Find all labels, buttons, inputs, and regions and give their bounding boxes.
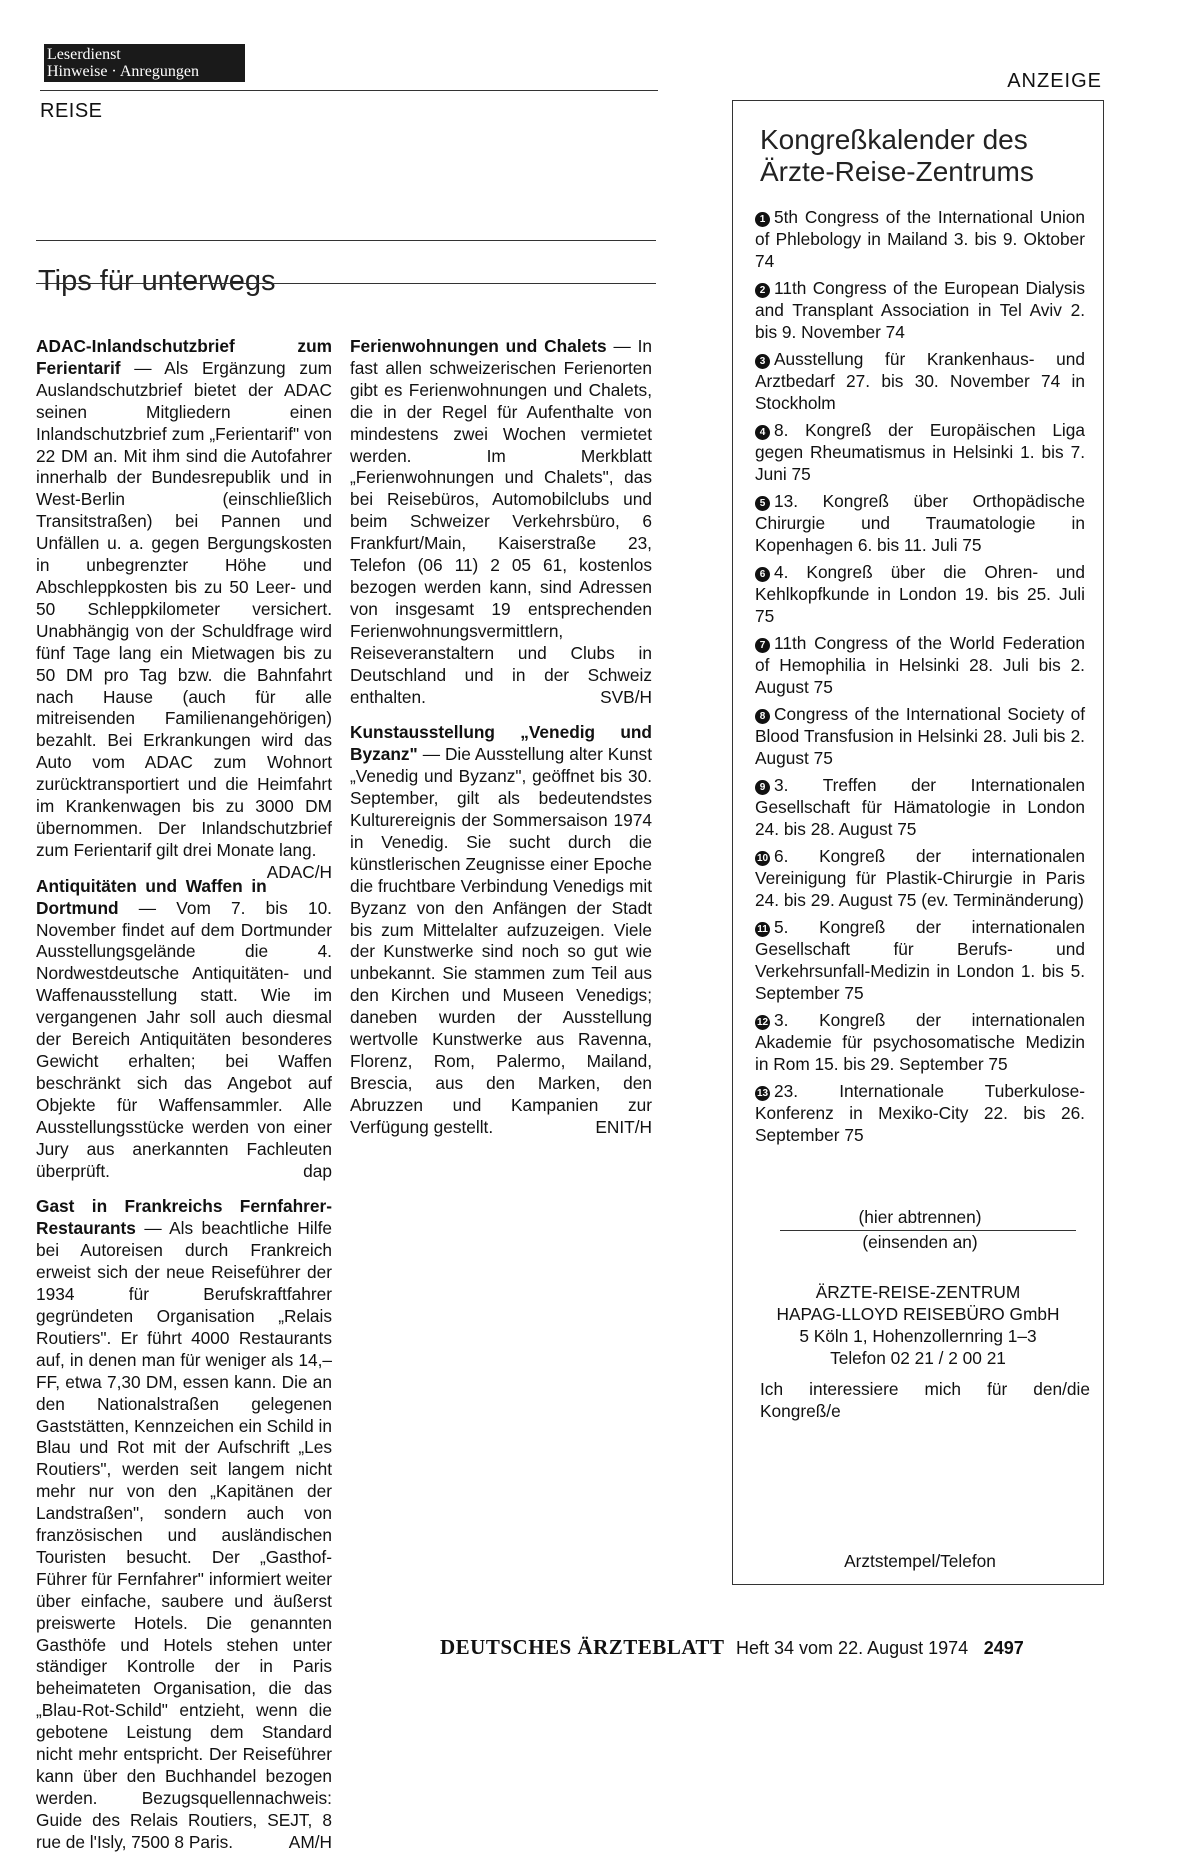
congress-item-text: 5. Kongreß der internationalen Gesellschaft für Berufs- und Verkehrsunfall-Medizin in London 1. bis 5. September 75: [755, 917, 1085, 1003]
article-title: ADAC-Inlandschutzbrief zum Ferientarif: [36, 336, 332, 378]
tag-line-2: Hinweise · Anregungen: [47, 63, 199, 80]
address-line-4: Telefon 02 21 / 2 00 21: [830, 1348, 1006, 1368]
congress-item-text: 23. Internationale Tuberkulose-Konferenz in Mexiko-City 22. bis 26. September 75: [755, 1081, 1085, 1145]
article-signature: ADAC/H: [266, 861, 332, 882]
item-number-badge: 7: [755, 638, 770, 653]
article-antiquitaeten: [36, 876, 332, 1183]
address-line-2: HAPAG-LLOYD REISEBÜRO GmbH: [776, 1304, 1060, 1324]
congress-item: [755, 561, 1085, 627]
item-number-badge: 13: [756, 1088, 769, 1099]
send-label: (einsenden an): [862, 1232, 978, 1252]
page-headline: Tips für unterwegs: [38, 265, 276, 297]
congress-item-text: 8. Kongreß der Europäischen Liga gegen Rheumatismus in Helsinki 1. bis 7. Juni 75: [755, 420, 1085, 484]
congress-item-text: 3. Treffen der Internationalen Gesellschaft für Hämatologie in London 24. bis 28. August 75: [755, 775, 1085, 839]
congress-item: [755, 845, 1085, 911]
congress-item: [755, 703, 1085, 769]
stamp-label: Arztstempel/Telefon: [844, 1551, 996, 1571]
address-line-3: 5 Köln 1, Hohenzollernring 1–3: [799, 1326, 1037, 1346]
congress-item-text: 3. Kongreß der internationalen Akademie für psychosomatische Medizin in Rom 15. bis 29. September 75: [755, 1010, 1085, 1074]
article-venedig: [350, 722, 652, 1138]
ad-title-line-2: Ärzte-Reise-Zentrums: [760, 156, 1034, 187]
article-title: Gast in Frankreichs Fernfahrer-Restaurants: [36, 1196, 332, 1239]
congress-item-text: 11th Congress of the European Dialysis and Transplant Association in Tel Aviv 2. bis 9. November 74: [755, 278, 1085, 342]
page-number: 2497: [983, 1638, 1024, 1658]
congress-item: [755, 206, 1085, 272]
item-number-badge: 2: [755, 283, 770, 298]
ad-title-line-1: Kongreßkalender des: [760, 124, 1028, 155]
congress-item: [755, 490, 1085, 556]
article-column-left: [36, 336, 332, 1868]
tag-line-1: Leserdienst: [47, 46, 121, 63]
congress-item-text: 11th Congress of the World Federation of Hemophilia in Helsinki 28. Juli bis 2. August 75: [755, 633, 1085, 697]
article-body: — Vom 7. bis 10. November findet auf dem Dortmunder Ausstellungsgelände die 4. Nordwestdeutsche Antiquitäten- und Waffenausstellung statt. Wie im vergangenen Jahr soll auch diesmal der Bereich Antiquitäten besonderes Gewicht erhalten; bei Waffen beschränkt sich das Angebot auf Objekte für Waffensammler. Alle Ausstellungsstücke werden von einer Jury aus anerkannten Fachleuten überprüft.: [36, 897, 332, 1181]
cut-line: [780, 1230, 1076, 1231]
item-number-badge: 8: [755, 709, 770, 724]
item-number-badge: 9: [755, 780, 770, 795]
article-body: — Als beachtliche Hilfe bei Autoreisen durch Frankreich erweist sich der neue Reiseführer der 1934 für Berufskraftfahrer gegründeten Organisation „Relais Routiers". Er führt 4000 Restaurants auf, in denen man für weniger als 14,– FF, etwa 7,30 DM, essen kann. Die an den Nationalstraßen gelegenen Gaststätten, Kennzeichen ein Schild in Blau und Rot mit der Aufschrift „Les Routiers", werden seit langem nicht mehr nur von den „Kapitänen der Landstraßen", sondern auch von französischen und ausländischen Touristen besucht. Der „Gasthof-Führer für Fernfahrer" informiert weiter über einfache, saubere und äußerst preiswerte Hotels. Die genannten Gasthöfe und Hotels stehen unter ständiger Kontrolle der in Paris beheimateten Organisation, die das „Blau-Rot-Schild" entzieht, wenn die gebotene Leistung dem Standard nicht mehr entspricht. Der Reiseführer kann über den Buchhandel bezogen werden. Bezugsquellennachweis: Guide des Relais Routiers, SEJT, 8 rue de l'Isly, 7500 8 Paris.: [36, 1218, 332, 1852]
congress-item-text: 6. Kongreß der internationalen Vereinigung für Plastik-Chirurgie in Paris 24. bis 29. August 75 (ev. Terminänderung): [755, 846, 1085, 910]
congress-item: [755, 1080, 1085, 1146]
congress-item: [755, 277, 1085, 343]
article-signature: dap: [303, 1160, 332, 1181]
article-title: Ferienwohnungen und Chalets: [350, 336, 607, 356]
congress-item-text: Congress of the International Society of Blood Transfusion in Helsinki 28. Juli bis 2. August 75: [755, 704, 1085, 768]
address-line-1: ÄRZTE-REISE-ZENTRUM: [815, 1282, 1021, 1302]
headline-rule-bottom: [36, 283, 656, 284]
congress-item-text: 13. Kongreß über Orthopädische Chirurgie und Traumatologie in Kopenhagen 6. bis 11. Juli 75: [755, 491, 1085, 555]
congress-item: [755, 632, 1085, 698]
headline-rule-top: [36, 240, 656, 241]
congress-item: [755, 348, 1085, 414]
item-number-badge: 5: [755, 496, 770, 511]
congress-item: [755, 419, 1085, 485]
item-number-badge: 1: [755, 212, 770, 227]
item-number-badge: 11: [755, 922, 770, 937]
article-body: — In fast allen schweizerischen Ferienorten gibt es Ferienwohnungen und Chalets, die in der Regel für Aufenthalte von mindestens zwei Wochen vermietet werden. Im Merkblatt „Ferienwohnungen und Chalets", das bei Reisebüros, Automobilclubs und beim Schweizer Verkehrsbüro, 6 Frankfurt/Main, Kaiserstraße 23, Telefon (06 11) 2 05 61, kostenlos bezogen werden kann, sind Adressen von insgesamt 19 entsprechenden Ferienwohnungsvermittlern, Reiseveranstaltern und Clubs in Deutschland und in der Schweiz enthalten.: [350, 336, 652, 707]
item-number-badge: 6: [755, 567, 770, 582]
ad-title: [760, 124, 1034, 188]
congress-item: [755, 774, 1085, 840]
article-gast-part-1: [36, 1196, 332, 1853]
article-body: — Die Ausstellung alter Kunst „Venedig und Byzanz", geöffnet bis 30. September, gilt als bedeutendstes Kulturereignis der Sommersaison 1974 in Venedig. Sie sucht durch die künstlerischen Zeugnisse einer Epoche die fruchtbare Verbindung Venedigs mit Byzanz von den Anfängen der Stadt bis zum Mittelalter aufzuzeigen. Viele der Kunstwerke sind noch so gut wie unbekannt. Sie stammen zum Teil aus den Kirchen und Museen Venedigs; daneben wurden der Ausstellung wertvolle Kunstwerke aus Ravenna, Florenz, Rom, Palermo, Mailand, Brescia, aus den Marken, den Abruzzen und Kampanien zur Verfügung gestellt.: [350, 744, 652, 1137]
top-rule: [40, 90, 658, 91]
issue-info: Heft 34 vom 22. August 1974: [736, 1638, 969, 1658]
ad-address: [740, 1281, 1096, 1369]
cut-label: (hier abtrennen): [858, 1207, 982, 1227]
congress-item-text: 4. Kongreß über die Ohren- und Kehlkopfkunde in London 19. bis 25. Juli 75: [755, 562, 1085, 626]
article-ferienwohnungen: [350, 336, 652, 708]
column-tag: [44, 44, 245, 82]
page-footer: [440, 1635, 1024, 1660]
article-signature: SVB/H: [600, 686, 652, 707]
congress-item: [755, 916, 1085, 1004]
article-title: Kunstausstellung „Venedig und Byzanz": [350, 722, 652, 765]
article-title: Antiquitäten und Waffen in Dortmund: [36, 875, 267, 918]
article-signature: AM/H: [288, 1831, 332, 1852]
congress-list: [755, 206, 1085, 1151]
item-number-badge: 4: [755, 425, 770, 440]
article-column-middle: [350, 336, 652, 1153]
article-body: — Als Ergänzung zum Auslandschutzbrief bietet der ADAC seinen Mitgliedern einen Inlandschutzbrief zum „Ferientarif" von 22 DM an. Mit ihm sind die Autofahrer innerhalb der Bundesrepublik und in West-Berlin (einschließlich Transitstraßen) bei Pannen und Unfällen u. a. gegen Bergungskosten in unbegrenzter Höhe und Abschleppkosten bis zu 50 Leer- und 50 Schleppkilometer versichert. Unabhängig von der Schuldfrage wird fünf Tage lang ein Mietwagen bis zu 50 DM pro Tag bzw. die Bahnfahrt nach Hause (auch für alle mitreisenden Familienangehörigen) bezahlt. Bei Erkrankungen wird das Auto vom ADAC zum Wohnort zurücktransportiert und die Heimfahrt im Krankenwagen bis zu 3000 DM übernommen. Der Inlandschutzbrief zum Ferientarif gilt drei Monate lang.: [36, 357, 332, 860]
ad-label: ANZEIGE: [1007, 70, 1102, 92]
article-signature: ENIT/H: [595, 1116, 652, 1137]
article-adac: [36, 336, 332, 882]
item-number-badge: 12: [756, 1017, 769, 1028]
congress-item: [755, 1009, 1085, 1075]
interest-text: Ich interessiere mich für den/die Kongreß/e: [760, 1379, 1090, 1421]
masthead: DEUTSCHES ÄRZTEBLATT: [440, 1635, 725, 1659]
section-label: REISE: [40, 100, 103, 122]
congress-item-text: Ausstellung für Krankenhaus- und Arztbedarf 27. bis 30. November 74 in Stockholm: [755, 349, 1085, 413]
item-number-badge: 3: [755, 354, 770, 369]
congress-item-text: 5th Congress of the International Union of Phlebology in Mailand 3. bis 9. Oktober 74: [755, 207, 1085, 271]
item-number-badge: 10: [756, 853, 769, 864]
